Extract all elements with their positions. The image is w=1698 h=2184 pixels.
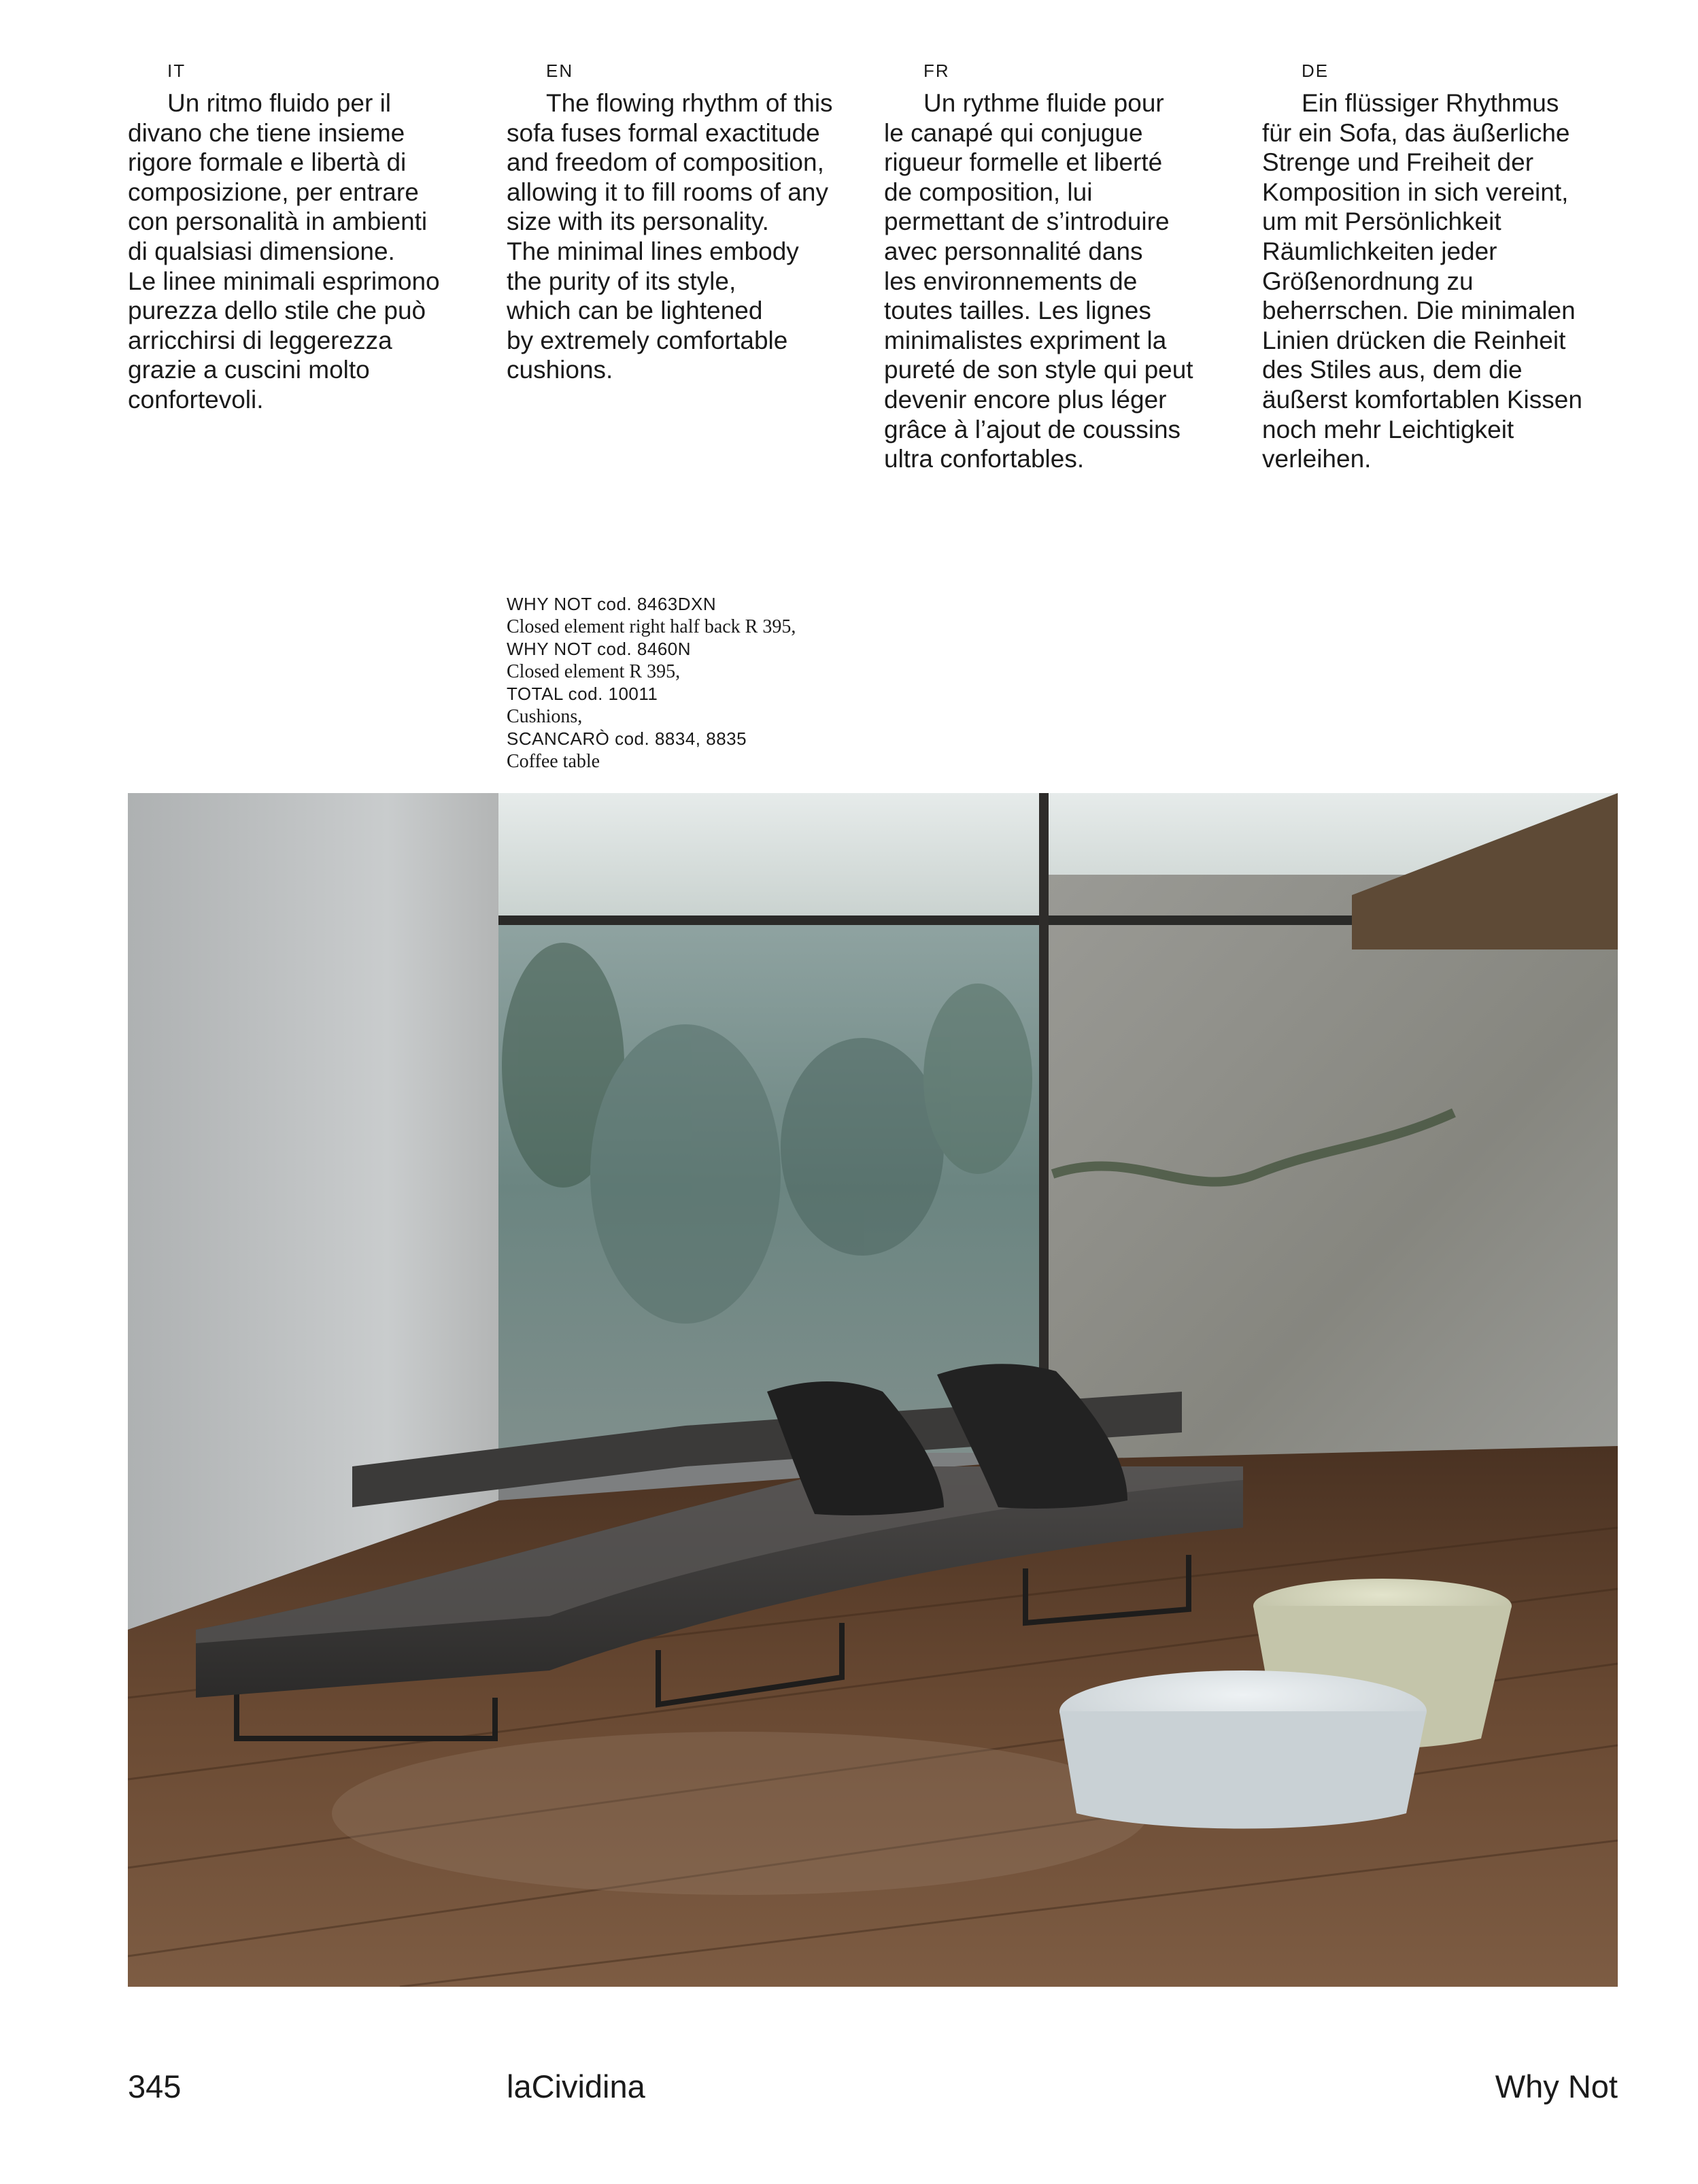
product-photo bbox=[128, 793, 1618, 1987]
caption-product-4: SCANCARÒ cod. 8834, 8835 bbox=[507, 728, 747, 749]
language-label-en: EN bbox=[546, 61, 574, 81]
sofa-scene-illustration bbox=[128, 793, 1618, 1987]
caption-product-2: WHY NOT cod. 8460N bbox=[507, 639, 692, 659]
column-german bbox=[1262, 60, 1623, 474]
column-italian bbox=[128, 60, 488, 415]
left-concrete-wall bbox=[128, 793, 498, 1630]
product-caption bbox=[507, 593, 915, 773]
description-fr: Un rythme fluide pour le canapé qui conjugue rigueur formelle et liberté de composition, lui permettant de s’introduire avec personnalité dans les environnements de toutes tailles. Les lignes minimalistes expriment la pureté de son style qui peut devenir encore plus léger grâce à l’ajout de coussins ultra confortables. bbox=[884, 89, 1193, 473]
floor-reflection bbox=[332, 1732, 1148, 1895]
language-label-de: DE bbox=[1302, 61, 1329, 81]
coffee-table-white bbox=[1059, 1711, 1427, 1829]
collection-name: Why Not bbox=[1495, 2068, 1618, 2104]
description-it: Un ritmo fluido per il divano che tiene insieme rigore formale e libertà di composizione, per entrare con personalità in ambienti di qualsiasi dimensione. Le linee minimali esprimono purezza dello stile che può arricchirsi di leggerezza grazie a cuscini molto confortevoli. bbox=[128, 89, 440, 414]
window-frame-top bbox=[498, 915, 1450, 925]
caption-desc-2: Closed element R 395, bbox=[507, 661, 681, 682]
description-en: The flowing rhythm of this sofa fuses formal exactitude and freedom of composition, allowing it to fill rooms of any size with its personality. The minimal lines embody the purity of its style, which can be lightened by extremely comfortable cushions. bbox=[507, 89, 833, 384]
caption-product-1: WHY NOT cod. 8463DXN bbox=[507, 594, 717, 614]
caption-desc-4: Coffee table bbox=[507, 751, 600, 772]
right-concrete-wall bbox=[1046, 875, 1618, 1487]
caption-desc-1: Closed element right half back R 395, bbox=[507, 616, 796, 637]
caption-desc-3: Cushions, bbox=[507, 706, 583, 727]
description-de: Ein flüssiger Rhythmus für ein Sofa, das äußerliche Strenge und Freiheit der Komposition in sich vereint, um mit Persönlichkeit Räumlichkeiten jeder Größenordnung zu beherrschen. Die minimalen Linien drücken die Reinheit des Stiles aus, dem die äußerst komfortablen Kissen noch mehr Leichtigkeit verleihen. bbox=[1262, 89, 1582, 473]
caption-product-3: TOTAL cod. 10011 bbox=[507, 684, 658, 704]
language-label-fr: FR bbox=[923, 61, 950, 81]
brand-name: laCividina bbox=[507, 2068, 645, 2104]
window-mullion bbox=[1039, 793, 1049, 1460]
language-label-it: IT bbox=[167, 61, 186, 81]
column-english bbox=[507, 60, 867, 385]
page-number: 345 bbox=[128, 2068, 182, 2104]
column-french bbox=[884, 60, 1244, 474]
